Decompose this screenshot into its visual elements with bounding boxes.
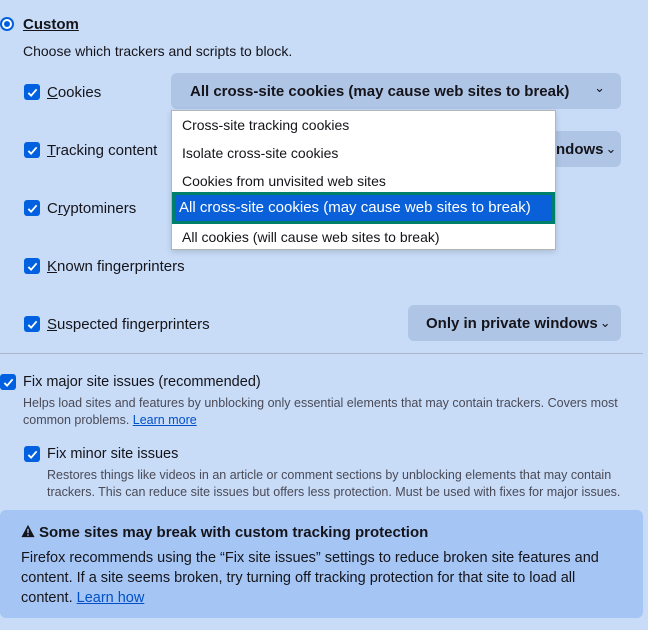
dropdown-option[interactable]: Cross-site tracking cookies: [182, 117, 350, 133]
suspected-fingerprinters-checkbox[interactable]: [24, 316, 40, 332]
suspected-fingerprinters-label[interactable]: Suspected fingerprinters: [47, 316, 210, 333]
known-fingerprinters-label[interactable]: Known fingerprinters: [47, 258, 185, 275]
fix-minor-description: Restores things like videos in an article or comment sections by unblocking elements that may contain trackers. This can reduce site issues but offers less protection. Must be used with fixes for major issues.: [47, 468, 621, 499]
known-fingerprinters-checkbox[interactable]: [24, 258, 40, 274]
warning-icon: [21, 524, 35, 538]
dropdown-option[interactable]: Isolate cross-site cookies: [182, 145, 339, 161]
dropdown-option[interactable]: Cookies from unvisited web sites: [182, 173, 386, 189]
checkmark-icon: [27, 449, 38, 460]
cookies-select[interactable]: [171, 73, 621, 109]
cryptominers-label[interactable]: Cryptominers: [47, 200, 137, 217]
checkmark-icon: [27, 203, 38, 214]
fix-minor-label[interactable]: Fix minor site issues: [47, 446, 179, 462]
dropdown-option[interactable]: All cookies (will cause web sites to break): [182, 229, 440, 245]
fingerprinters-select[interactable]: [408, 305, 621, 341]
checkmark-icon: [27, 145, 38, 156]
tracking-content-checkbox[interactable]: [24, 142, 40, 158]
cookies-dropdown-list: [171, 110, 556, 250]
fix-major-checkbox[interactable]: [0, 374, 16, 390]
cookies-checkbox[interactable]: [24, 84, 40, 100]
checkmark-icon: [3, 377, 14, 388]
fingerprinters-select-value: Only in private windows: [426, 314, 598, 332]
warning-title: Some sites may break with custom tracking protection: [21, 524, 428, 541]
chevron-down-icon: ⌄: [605, 141, 617, 156]
chevron-down-icon: ⌄: [594, 80, 605, 95]
custom-subtitle: Choose which trackers and scripts to block.: [23, 43, 293, 59]
checkmark-icon: [27, 319, 38, 330]
custom-radio[interactable]: [0, 17, 14, 31]
custom-title[interactable]: Custom: [23, 16, 79, 33]
checkmark-icon: [27, 87, 38, 98]
divider: [0, 353, 643, 354]
tracking-content-label[interactable]: Tracking content: [47, 142, 158, 159]
dropdown-option-selected-label: All cross-site cookies (may cause web sites to break): [175, 195, 552, 221]
chevron-down-icon: ⌄: [599, 315, 611, 330]
cookies-label[interactable]: Cookies: [47, 84, 102, 101]
warning-box: [0, 510, 643, 618]
cookies-select-value: All cross-site cookies (may cause web sites to break): [190, 82, 570, 100]
cryptominers-checkbox[interactable]: [24, 200, 40, 216]
learn-more-link[interactable]: Learn more: [132, 413, 197, 427]
warning-body: Firefox recommends using the “Fix site issues” settings to reduce broken site features and content. If a site seems broken, try turning off tracking protection for that site to load all content. Learn how: [21, 550, 599, 606]
dropdown-option-selected[interactable]: [172, 192, 555, 224]
fix-major-label[interactable]: Fix major site issues (recommended): [23, 374, 261, 390]
fix-minor-checkbox[interactable]: [24, 446, 40, 462]
learn-how-link[interactable]: Learn how: [76, 590, 145, 606]
checkmark-icon: [27, 261, 38, 272]
fix-major-description: Helps load sites and features by unblocking only essential elements that may contain trackers. Covers most common problems. Learn more: [23, 396, 618, 427]
tracking-select-value: ndows: [556, 140, 604, 158]
